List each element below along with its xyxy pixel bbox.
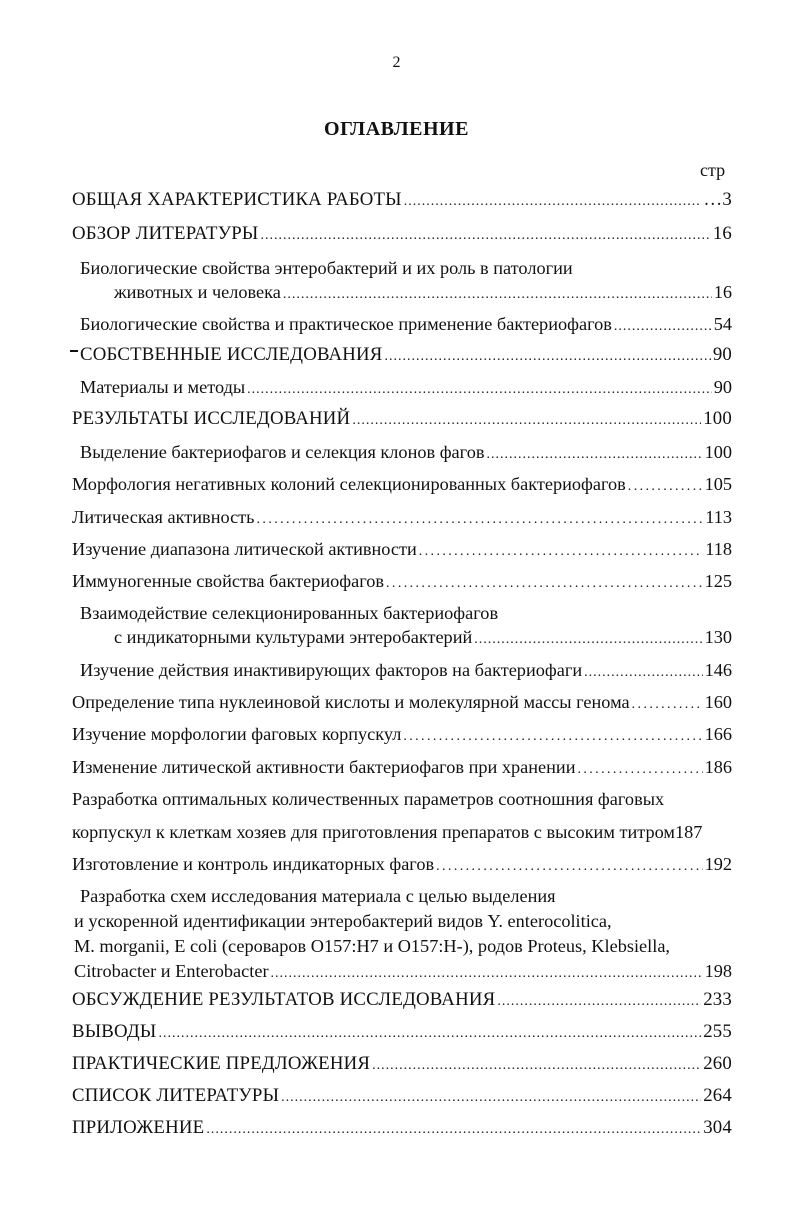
- toc-entry-title-line: Биологические свойства энтеробактерий и их роль в патологии: [80, 258, 573, 278]
- toc-entry-page: 160: [704, 692, 732, 712]
- toc-entry: [72, 988, 732, 1014]
- toc-entry: [72, 407, 732, 433]
- toc-entry: [80, 375, 732, 402]
- toc-entry-page: 100: [703, 408, 732, 429]
- toc-entry-title: с индикаторными культурами энтеробактерий: [114, 627, 473, 647]
- toc-entry-title: Иммуногенные свойства бактериофагов: [72, 571, 385, 591]
- toc-entry-title: Изучение действия инактивирующих факторов на бактериофаги: [80, 660, 583, 680]
- toc-entry-page: 54: [713, 314, 732, 334]
- toc-entry: [72, 755, 732, 782]
- toc-entry-title-line: и ускоренной идентификации энтеробактерий видов Y. enterocolitica,: [74, 911, 612, 931]
- toc-entry-title: СОБСТВЕННЫЕ ИССЛЕДОВАНИЯ: [80, 344, 383, 365]
- toc-entry: [72, 787, 732, 844]
- page-column-header: стр: [700, 160, 726, 180]
- toc-entry-page: 130: [704, 627, 732, 647]
- toc-entry-page: 16: [713, 282, 732, 302]
- toc-entry-page: 186: [704, 757, 732, 777]
- toc-entry-title-line: M. morganii, E coli (сероваров O157:H7 и O157:H-), родов Proteus, Klebsiella,: [74, 936, 670, 956]
- toc-entry-title: Определение типа нуклеиновой кислоты и молекулярной массы генома: [72, 692, 630, 712]
- toc-entry: [72, 722, 732, 749]
- toc-entry: [72, 1116, 732, 1142]
- toc-entry-page: 146: [704, 660, 732, 680]
- toc-entry-title: Изготовление и контроль индикаторных фагов: [72, 854, 435, 874]
- page-number: 2: [392, 54, 401, 71]
- toc-entry: [72, 188, 732, 214]
- toc-entry-page: 192: [704, 854, 732, 874]
- toc-entry: [72, 852, 732, 879]
- toc-entry-page: 90: [713, 377, 732, 397]
- toc-entry-page: 105: [704, 474, 732, 494]
- toc-entry-title: корпускул к клеткам хозяев для приготовления препаратов с высоким титром: [72, 822, 675, 842]
- toc-entry: [72, 569, 732, 596]
- toc-entry-page: 118: [705, 539, 732, 559]
- toc-entry-title: Биологические свойства и практическое применение бактериофагов: [80, 314, 612, 334]
- toc-entry-title: Литическая активность: [72, 507, 255, 527]
- toc-entry-page: 260: [703, 1053, 732, 1074]
- toc-entry-title: Citrobacter и Enterobacter: [74, 961, 269, 981]
- toc-entry-page: 233: [703, 989, 732, 1010]
- toc-entry: [72, 1020, 732, 1046]
- toc-entry-page: 166: [704, 724, 732, 744]
- toc-entry: [72, 222, 732, 248]
- toc-entry-title: ПРИЛОЖЕНИЕ: [72, 1117, 205, 1138]
- toc-entry: [72, 472, 732, 499]
- toc-entry: [72, 537, 732, 564]
- toc-entry: [80, 601, 732, 652]
- toc-entry-page: 198: [704, 961, 732, 981]
- toc-entry-title: Изучение диапазона литической активности: [72, 539, 417, 559]
- toc-entry: [74, 884, 732, 986]
- toc-entry: [72, 1084, 732, 1110]
- toc-entry-title: Изменение литической активности бактериофагов при хранении: [72, 757, 576, 777]
- toc-entry-page: 255: [703, 1021, 732, 1042]
- toc-entry-title: РЕЗУЛЬТАТЫ ИССЛЕДОВАНИЙ: [72, 408, 351, 429]
- toc-entry-title-line: Взаимодействие селекционированных бактериофагов: [80, 603, 499, 623]
- toc-entry-title: ВЫВОДЫ: [72, 1021, 157, 1042]
- toc-entry-title-line: Разработка оптимальных количественных параметров соотношния фаговых: [72, 789, 665, 809]
- toc-entry-title: Изучение морфологии фаговых корпускул: [72, 724, 402, 744]
- toc-entry: [80, 440, 732, 467]
- toc-entry: [80, 256, 732, 307]
- toc-entry-page: 125: [704, 571, 732, 591]
- toc-entry-title: ОБЗОР ЛИТЕРАТУРЫ: [72, 223, 259, 244]
- toc-entry-page: 90: [712, 344, 732, 365]
- stray-mark: [70, 350, 78, 352]
- toc-entry-page: 113: [705, 507, 732, 527]
- page-title: ОГЛАВЛЕНИЕ: [324, 118, 469, 140]
- toc-entry-title: ОБЩАЯ ХАРАКТЕРИСТИКА РАБОТЫ: [72, 189, 402, 210]
- toc-entry-title: Материалы и методы: [80, 377, 246, 397]
- toc-entry-title: СПИСОК ЛИТЕРАТУРЫ: [72, 1085, 280, 1106]
- toc-entry-title: животных и человека: [114, 282, 281, 302]
- toc-entry: [72, 1052, 732, 1078]
- toc-entry: [80, 658, 732, 685]
- toc-entry-page: 304: [703, 1117, 732, 1138]
- toc-entry-page: 100: [704, 442, 732, 462]
- toc-entry: [80, 312, 732, 339]
- toc-entry: [80, 343, 732, 369]
- toc-entry-page: 16: [712, 223, 732, 244]
- toc-entry-page: 187: [674, 822, 703, 842]
- toc-entry-page: …3: [703, 189, 732, 210]
- toc-entry-title: ПРАКТИЧЕСКИЕ ПРЕДЛОЖЕНИЯ: [72, 1053, 371, 1074]
- toc-entry-title: Морфология негативных колоний селекционированных бактериофагов: [72, 474, 626, 494]
- toc-entry-title: ОБСУЖДЕНИЕ РЕЗУЛЬТАТОВ ИССЛЕДОВАНИЯ: [72, 989, 496, 1010]
- toc-entry-title: Выделение бактериофагов и селекция клонов фагов: [80, 442, 485, 462]
- toc-entry-title-line: Разработка схем исследования материала с целью выделения: [80, 886, 556, 906]
- toc-entry-page: 264: [703, 1085, 732, 1106]
- toc-entry: [72, 505, 732, 532]
- toc-entry: [72, 690, 732, 717]
